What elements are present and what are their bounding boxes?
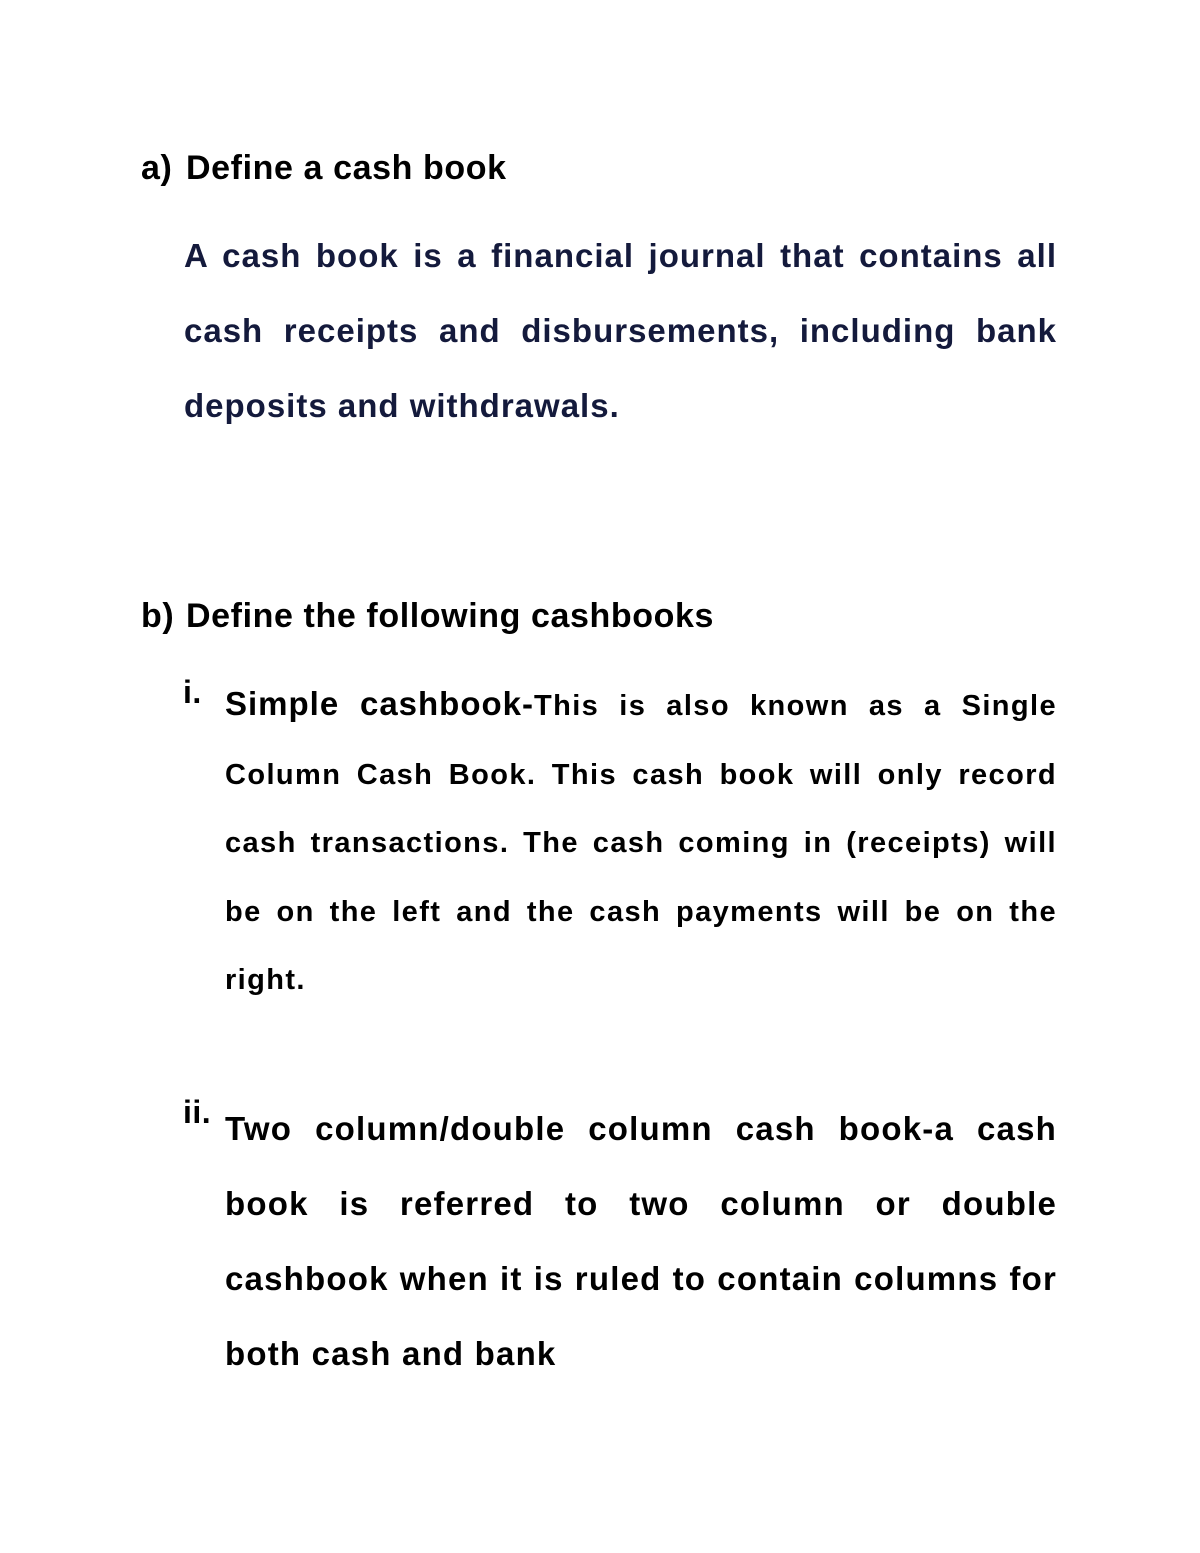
item-i-marker: i.: [183, 674, 202, 710]
section-b-title: Define the following cashbooks: [186, 597, 715, 635]
section-a-marker: a): [141, 149, 173, 187]
item-i-term: Simple cashbook-: [225, 685, 534, 722]
section-a-heading: [141, 148, 1061, 188]
item-i-text: [225, 670, 1057, 1015]
item-i-definition: This is also known as a Single Column Cash Book. This cash book will only record cash transactions. The cash coming in (receipts) will be on the left and the cash payments will be on the right.: [225, 690, 1057, 996]
section-a-answer: A cash book is a financial journal that contains all cash receipts and disbursements, including bank deposits and withdrawals.: [184, 237, 1057, 424]
item-ii-marker: ii.: [183, 1094, 212, 1130]
item-ii-text: Two column/double column cash book-a cash book is referred to two column or double cashbook when it is ruled to contain columns for both cash and bank: [225, 1110, 1057, 1372]
section-b-marker: b): [141, 597, 175, 635]
section-b-heading: [141, 596, 1061, 636]
section-a-title: Define a cash book: [186, 149, 507, 187]
